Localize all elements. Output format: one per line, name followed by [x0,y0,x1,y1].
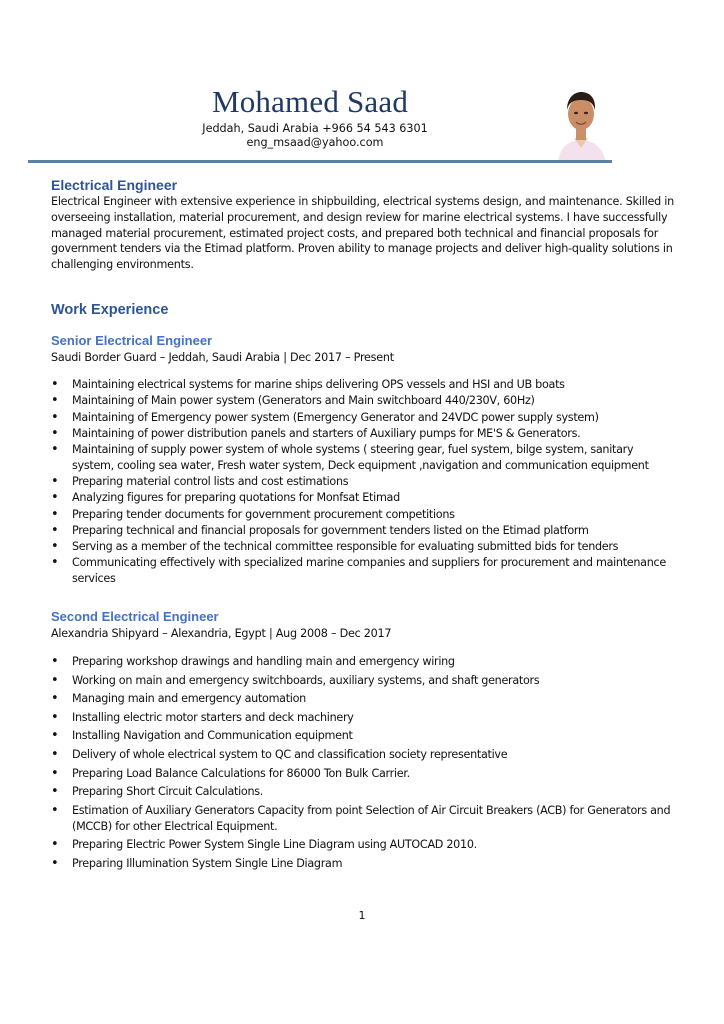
job-1-bullets [51,377,676,587]
list-item: • Managing main and emergency automation [51,691,676,707]
list-item: • Preparing material control lists and cost estimations [51,474,676,490]
job-title-2: Second Electrical Engineer [51,609,219,624]
list-item: • Preparing Electric Power System Single Line Diagram using AUTOCAD 2010. [51,837,676,853]
list-item: • Installing electric motor starters and deck machinery [51,710,676,726]
list-item: • Preparing technical and financial proposals for government tenders listed on the Etimad platform [51,523,676,539]
candidate-name: Mohamed Saad [211,84,409,119]
list-item: • Maintaining of power distribution panels and starters of Auxiliary pumps for ME'S & Generators. [51,426,676,442]
list-item: • Maintaining of Emergency power system (Emergency Generator and 24VDC power supply system) [51,410,676,426]
summary-paragraph: Electrical Engineer with extensive experience in shipbuilding, electrical systems design, and maintenance. Skilled in overseeing installation, material procurement, and design review for marine electrical systems. I have successfully managed material procurement, estimated project costs, and prepared both technical and financial proposals for government tenders via the Etimad platform. Proven ability to manage projects and deliver high-quality solutions in challenging environments. [51,195,674,272]
job-2-bullets [51,654,676,875]
list-item: • Delivery of whole electrical system to QC and classification society representative [51,747,676,763]
summary-heading: Electrical Engineer [51,177,178,193]
list-item: • Preparing workshop drawings and handling main and emergency wiring [51,654,676,670]
list-item: • Analyzing figures for preparing quotations for Monfsat Etimad [51,490,676,506]
work-experience-heading: Work Experience [51,302,169,318]
profile-photo [550,84,612,162]
list-item: • Maintaining of supply power system of whole systems ( steering gear, fuel system, bilge system, sanitary system, cooling sea water, Fresh water system, Deck equipment ,navigation and communication equipment [51,442,676,473]
list-item: • Estimation of Auxiliary Generators Capacity from point Selection of Air Circuit Breakers (ACB) for Generators and (MCCB) for other Electrical Equipment. [51,803,676,835]
page-number: 1 [358,909,366,922]
header-divider [28,160,612,163]
list-item: • Maintaining electrical systems for marine ships delivering OPS vessels and HSI and UB boats [51,377,676,393]
list-item: • Preparing Short Circuit Calculations. [51,784,676,800]
job-title-1: Senior Electrical Engineer [51,333,213,348]
list-item: • Maintaining of Main power system (Generators and Main switchboard 440/230V, 60Hz) [51,393,676,409]
list-item: • Preparing tender documents for government procurement competitions [51,507,676,523]
job-meta-2: Alexandria Shipyard – Alexandria, Egypt | Aug 2008 – Dec 2017 [51,627,392,640]
list-item: • Installing Navigation and Communication equipment [51,728,676,744]
contact-info [0,122,630,150]
list-item: • Working on main and emergency switchboards, auxiliary systems, and shaft generators [51,673,676,689]
contact-location-phone: Jeddah, Saudi Arabia +966 54 543 6301 [202,122,428,135]
list-item: • Communicating effectively with specialized marine companies and suppliers for procurement and maintenance services [51,555,676,586]
list-item: • Preparing Illumination System Single Line Diagram [51,856,676,872]
list-item: • Preparing Load Balance Calculations for 86000 Ton Bulk Carrier. [51,766,676,782]
list-item: • Serving as a member of the technical committee responsible for evaluating submitted bids for tenders [51,539,676,555]
contact-email: eng_msaad@yahoo.com [246,136,384,149]
job-meta-1: Saudi Border Guard – Jeddah, Saudi Arabia | Dec 2017 – Present [51,351,394,364]
